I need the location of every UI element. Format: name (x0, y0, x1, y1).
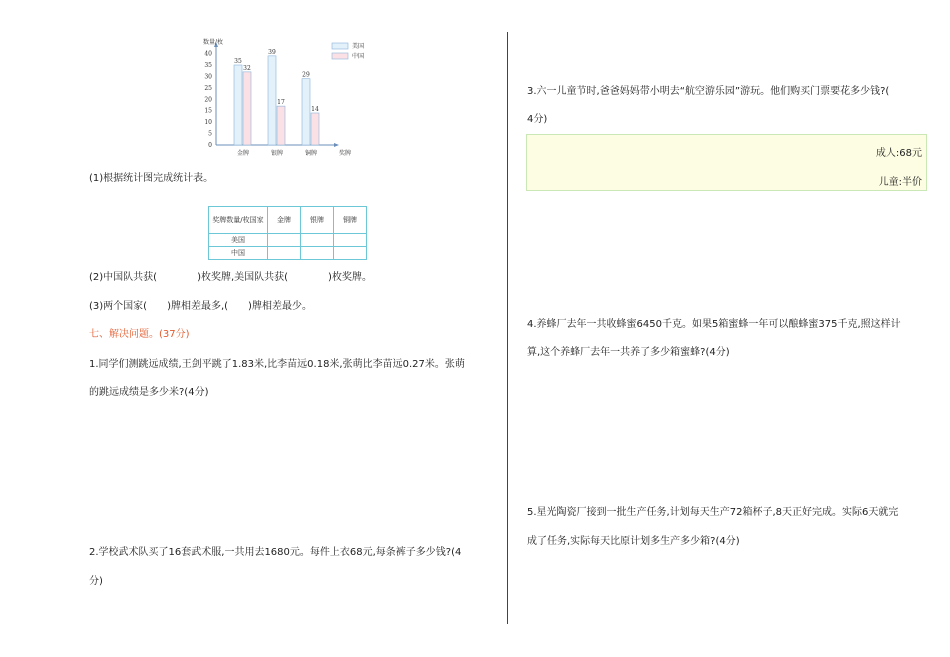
bar-china (311, 113, 319, 145)
legend-swatch-usa (332, 43, 348, 49)
data-label: 35 (234, 58, 242, 65)
problem-2-line-2: 分) (89, 576, 103, 587)
x-tick-label: 银牌 (270, 150, 284, 157)
table-cell[interactable] (268, 247, 301, 260)
table-row (209, 247, 367, 260)
x-axis-label: 奖牌 (338, 150, 352, 157)
y-tick-label: 0 (208, 142, 212, 149)
problem-2-line-1: 2.学校武术队买了16套武术服,一共用去1680元。每件上衣68元,每条裤子多少钱?(4 (89, 547, 462, 558)
bar-china (277, 106, 285, 145)
question-2-text: (2)中国队共获( )枚奖牌,美国队共获( )枚奖牌。 (89, 272, 372, 283)
y-tick-label: 20 (204, 96, 212, 104)
medal-stat-table (208, 206, 367, 260)
x-tick-label: 铜牌 (304, 150, 318, 157)
column-divider (507, 32, 508, 624)
data-label: 14 (311, 106, 319, 113)
problem-3-line-2: 4分) (527, 114, 548, 125)
bar-usa (268, 56, 276, 145)
table-header-corner: 奖牌数量/枚国家 (209, 207, 268, 234)
data-label: 32 (243, 64, 251, 72)
table-cell[interactable] (334, 234, 367, 247)
y-tick-label: 25 (204, 84, 212, 92)
table-header-gold: 金牌 (268, 207, 301, 234)
table-row (209, 234, 367, 247)
table-header-bronze: 铜牌 (334, 207, 367, 234)
problem-5-line-2: 成了任务,实际每天比原计划多生产多少箱?(4分) (527, 536, 740, 547)
data-label: 17 (277, 99, 285, 107)
y-axis-label: 数量/枚 (203, 39, 224, 46)
problem-5-line-1: 5.星光陶瓷厂接到一批生产任务,计划每天生产72箱杯子,8天正好完成。实际6天就完 (527, 507, 899, 518)
y-tick-label: 30 (204, 73, 212, 81)
y-tick-label: 40 (204, 50, 212, 58)
adult-price: 成人:68元 (875, 148, 922, 159)
problem-1-line-1: 1.同学们测跳远成绩,王剑平跳了1.83米,比李苗远0.18米,张萌比李苗远0.27米。张萌 (89, 359, 465, 370)
bar-usa (234, 65, 242, 145)
y-tick-label: 10 (204, 119, 212, 127)
section-title: 七、解决问题。(37分) (89, 329, 190, 340)
ticket-price-box (526, 134, 927, 191)
table-header-row (209, 207, 367, 234)
bar-china (243, 72, 251, 145)
table-cell[interactable] (334, 247, 367, 260)
table-cell[interactable] (301, 247, 334, 260)
medal-bar-chart (196, 33, 366, 163)
table-header-silver: 银牌 (301, 207, 334, 234)
problem-4-line-2: 算,这个养蜂厂去年一共养了多少箱蜜蜂?(4分) (527, 347, 730, 358)
data-label: 29 (302, 71, 310, 79)
data-label: 39 (268, 48, 276, 56)
bar-usa (302, 79, 310, 145)
problem-4-line-1: 4.养蜂厂去年一共收蜂蜜6450千克。如果5箱蜜蜂一年可以酿蜂蜜375千克,照这样计 (527, 319, 901, 330)
problem-3-line-1: 3.六一儿童节时,爸爸妈妈带小明去“航空游乐园”游玩。他们购买门票要花多少钱?( (527, 86, 890, 97)
x-tick-label: 金牌 (236, 150, 250, 157)
table-row-label-china: 中国 (209, 247, 268, 260)
legend-label: 中国 (352, 53, 365, 60)
y-tick-label: 35 (204, 62, 212, 69)
table-cell[interactable] (301, 234, 334, 247)
problem-1-line-2: 的跳远成绩是多少米?(4分) (89, 387, 209, 398)
question-1-text: (1)根据统计图完成统计表。 (89, 173, 214, 184)
child-price: 儿童:半价 (878, 177, 922, 188)
y-tick-label: 5 (208, 130, 212, 138)
table-row-label-usa: 美国 (209, 234, 268, 247)
legend-swatch-china (332, 53, 348, 59)
legend-label: 美国 (352, 43, 365, 50)
table-cell[interactable] (268, 234, 301, 247)
y-tick-label: 15 (204, 107, 212, 115)
question-3-text: (3)两个国家( )牌相差最多,( )牌相差最少。 (89, 301, 312, 312)
x-axis-arrow (334, 143, 339, 147)
